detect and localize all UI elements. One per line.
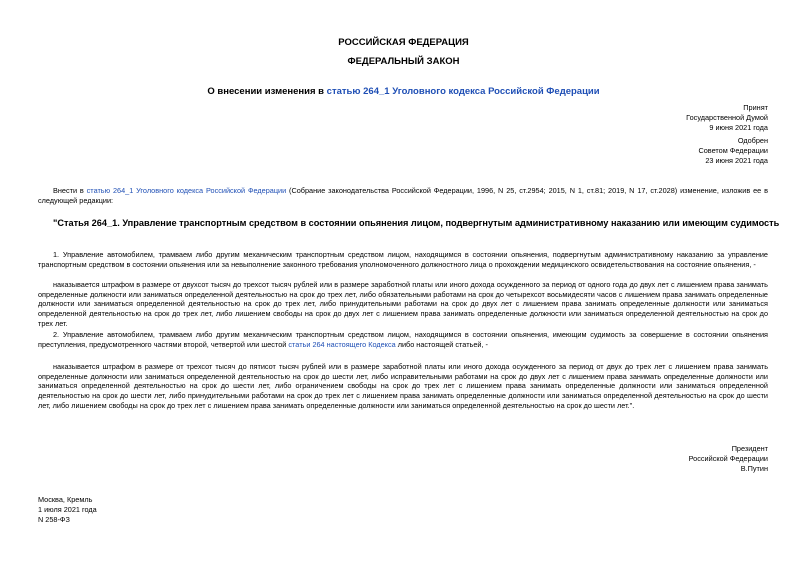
part2-penalty-paragraph: наказывается штрафом в размере от трехсот тысяч до пятисот тысяч рублей или в размере заработной платы или иного дохода осужденного за период от двух до трех лет с лишением права занимать определенные должности или заниматься определенной деятельностью на срок до шести лет, либо исправительными работами на срок до двух лет с лишением права занимать определенные должности или заниматься определенной деятельностью на срок до шести лет, либо ограничением свободы на срок до трех лет с лишением права занимать определенные должности или заниматься определенной деятельностью на срок до шести лет, либо принудительными работами на срок до трех лет с лишением права занимать определенные должности или заниматься определенной деятельностью на срок до шести лет, либо лишением свободы на срок до трех лет с лишением права занимать определенные должности или заниматься определенной деятельностью на срок до шести лет.". <box>38 362 768 410</box>
part2-paragraph <box>38 330 768 349</box>
accepted-label: Принят <box>743 103 768 112</box>
intro-link[interactable]: статью 264_1 Уголовного кодекса Российской Федерации <box>86 186 287 195</box>
part2-suffix: либо настоящей статьей, - <box>395 339 488 349</box>
approved-label: Одобрен <box>737 135 768 145</box>
intro-prefix: Внести в <box>53 186 87 195</box>
intro-suffix: (Собрание законодательства Российской Федерации, 1996, N 25, ст.2954; 2015, N 1, ст.81; 2019, N 17, ст.2028) изменение, изложив ее в следующей редакции: <box>38 186 768 205</box>
signature-position: Президент <box>731 444 768 453</box>
place-date: 1 июля 2021 года <box>38 505 97 514</box>
approved-date: 23 июня 2021 года <box>705 155 768 165</box>
part2-link[interactable]: статьи 264 настоящего Кодекса <box>288 339 396 349</box>
accepted-date: 9 июня 2021 года <box>709 122 768 132</box>
law-number: N 258-ФЗ <box>38 515 70 524</box>
signature-name: В.Путин <box>740 464 768 473</box>
part1-penalty-paragraph: наказывается штрафом в размере от двухсот тысяч до трехсот тысяч рублей или в размере заработной платы или иного дохода осужденного за период от одного года до двух лет с лишением права занимать определенные должности или заниматься определенной деятельностью на срок до трех лет, либо обязательными работами на срок до четырехсот восьмидесяти часов с лишением права занимать определенные должности или заниматься определенной деятельностью на срок до трех лет, либо принудительными работами на срок до двух лет с лишением права занимать определенные должности или заниматься определенной деятельностью на срок до трех лет, либо лишением свободы на срок до двух лет с лишением права занимать определенные должности или заниматься определенной деятельностью на срок до трех лет. <box>38 280 768 328</box>
part2-prefix: 2. Управление автомобилем, трамваем либо другим механическим транспортным средством лицом, находящимся в состоянии опьянения, имеющим судимость за совершение в состоянии опьянения преступления, предусмотренного частями второй, четвертой или шестой <box>38 330 768 349</box>
adoption-block <box>686 103 768 165</box>
signature-block <box>689 444 768 474</box>
law-title <box>0 86 807 97</box>
country-heading: РОССИЙСКАЯ ФЕДЕРАЦИЯ <box>338 37 469 48</box>
law-title-prefix: О внесении изменения в <box>207 86 327 97</box>
accepted-by: Государственной Думой <box>686 112 768 122</box>
intro-paragraph <box>38 186 768 205</box>
part1-paragraph: 1. Управление автомобилем, трамваем либо другим механическим транспортным средством лицом, находящимся в состоянии опьянения, подвергнутым административному наказанию за управление транспортным средством в состоянии опьянения или за невыполнение законного требования уполномоченного должностного лица о прохождении медицинского освидетельствования на состояние опьянения, - <box>38 250 768 269</box>
law-title-link[interactable]: статью 264_1 Уголовного кодекса Российской Федерации <box>326 86 600 97</box>
place-date-block <box>38 495 97 525</box>
article-heading: "Статья 264_1. Управление транспортным средством в состоянии опьянения лицом, подвергнутым административному наказанию или имеющим судимость <box>53 218 780 228</box>
place-city: Москва, Кремль <box>38 495 93 504</box>
signature-country: Российской Федерации <box>688 454 768 463</box>
doc-type-heading: ФЕДЕРАЛЬНЫЙ ЗАКОН <box>347 56 460 67</box>
approved-by: Советом Федерации <box>698 145 768 155</box>
